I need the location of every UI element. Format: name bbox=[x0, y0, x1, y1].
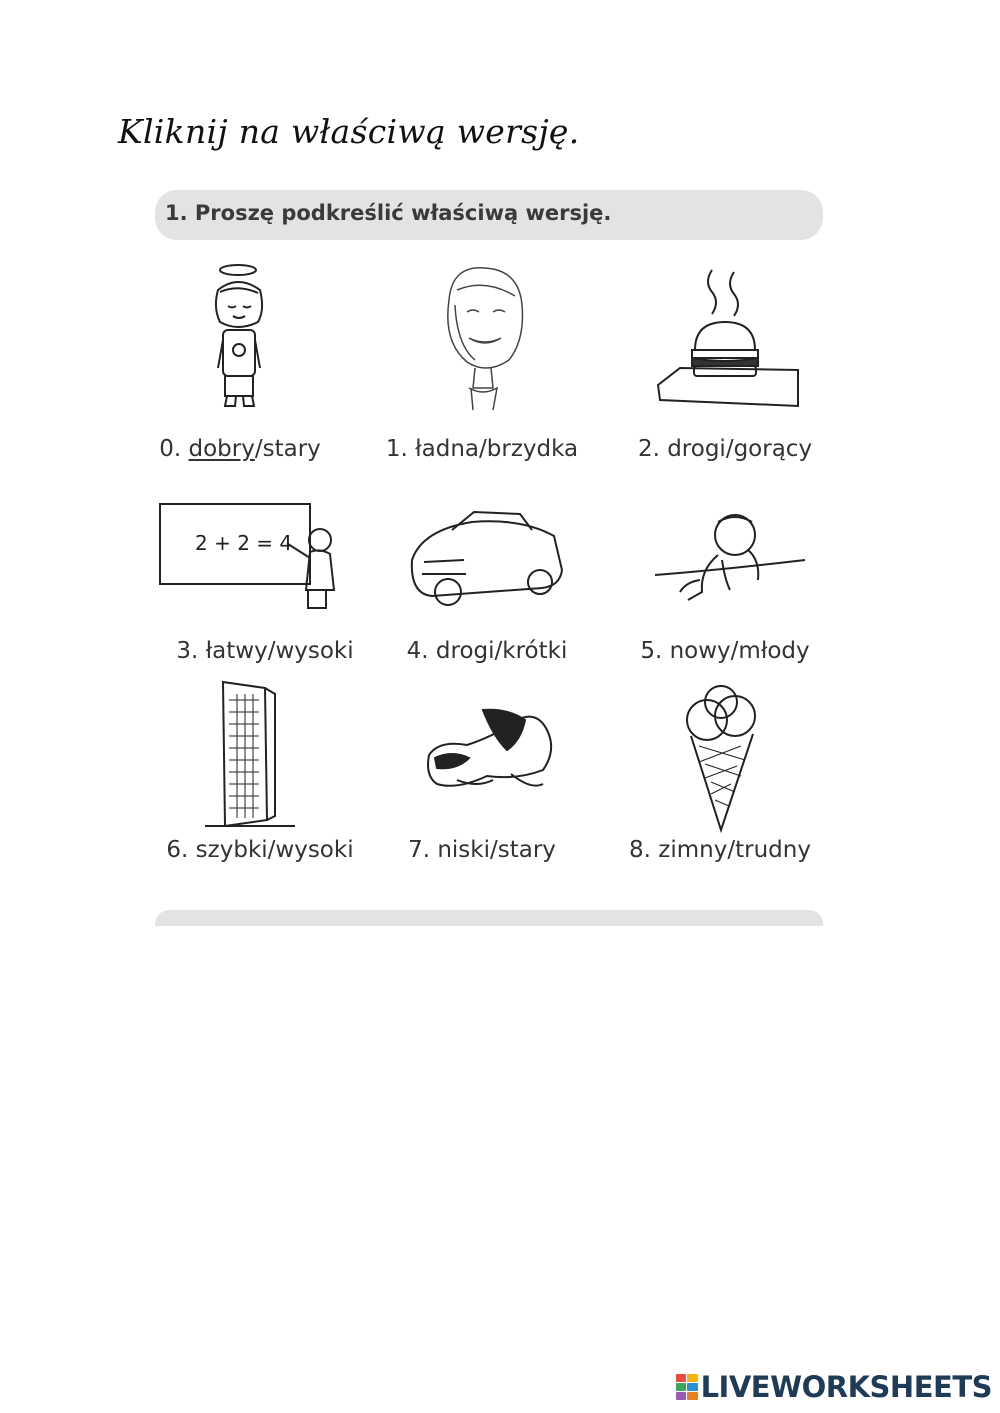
footer-brand-text: LIVEWORKSHEETS bbox=[700, 1370, 992, 1404]
item-caption: 7. niski/stary bbox=[408, 837, 556, 863]
item-caption: 1. ładna/brzydka bbox=[385, 436, 579, 462]
option-a[interactable]: drogi bbox=[667, 436, 726, 462]
exercise-item-8 bbox=[595, 680, 845, 880]
option-b[interactable]: stary bbox=[262, 436, 321, 462]
exercise-item-7 bbox=[357, 680, 607, 880]
item-number: 0. bbox=[159, 436, 182, 462]
exercise-item-6 bbox=[135, 680, 385, 880]
item-caption: 6. szybki/wysoki bbox=[166, 837, 354, 863]
sports-car-icon bbox=[362, 500, 612, 655]
page-heading: Kliknij na właściwą wersję. bbox=[118, 112, 580, 151]
item-caption: 5. nowy/młody bbox=[640, 638, 810, 664]
option-b[interactable]: wysoki bbox=[275, 837, 354, 863]
exercise-title: 1. Proszę podkreślić właściwą wersję. bbox=[165, 201, 612, 225]
option-a[interactable]: drogi bbox=[435, 638, 495, 664]
option-b[interactable]: brzydka bbox=[486, 436, 579, 462]
exercise-item-5 bbox=[600, 500, 850, 700]
item-number: 7. bbox=[408, 837, 431, 863]
item-caption: 8. zimny/trudny bbox=[629, 837, 811, 863]
blackboard-math-icon bbox=[140, 500, 390, 655]
item-caption: 0. dobry/stary bbox=[159, 436, 321, 462]
option-a[interactable]: dobry bbox=[188, 436, 255, 462]
option-b[interactable]: wysoki bbox=[275, 638, 354, 664]
exercise-item-4 bbox=[362, 500, 612, 700]
item-number: 2. bbox=[637, 436, 660, 462]
old-shoe-icon bbox=[357, 680, 607, 835]
item-number: 1. bbox=[385, 436, 408, 462]
liveworksheets-logo-icon bbox=[676, 1374, 698, 1400]
exercise-item-0 bbox=[115, 260, 365, 460]
item-number: 8. bbox=[629, 837, 651, 863]
item-number: 3. bbox=[176, 638, 199, 664]
exercise-item-2 bbox=[600, 260, 850, 460]
option-a[interactable]: niski bbox=[437, 837, 490, 863]
item-caption: 4. drogi/krótki bbox=[406, 638, 568, 664]
option-a[interactable]: ładna bbox=[415, 436, 480, 462]
option-b[interactable]: stary bbox=[497, 837, 556, 863]
option-b[interactable]: gorący bbox=[733, 436, 813, 462]
exercise-banner bbox=[155, 190, 823, 240]
option-b[interactable]: trudny bbox=[735, 837, 811, 863]
woman-portrait-icon bbox=[357, 260, 607, 415]
item-caption: 3. łatwy/wysoki bbox=[176, 638, 354, 664]
item-number: 6. bbox=[166, 837, 189, 863]
ice-cream-icon bbox=[595, 680, 845, 835]
item-caption: 2. drogi/gorący bbox=[637, 436, 813, 462]
option-b[interactable]: młody bbox=[738, 638, 810, 664]
option-b[interactable]: krótki bbox=[502, 638, 568, 664]
item-number: 5. bbox=[640, 638, 663, 664]
crawling-baby-icon bbox=[600, 500, 850, 655]
exercise-item-3 bbox=[140, 500, 390, 700]
footer-brand bbox=[676, 1367, 992, 1407]
option-a[interactable]: nowy bbox=[669, 638, 731, 664]
angel-boy-icon bbox=[115, 260, 365, 415]
exercise-bottom-bar bbox=[155, 910, 823, 926]
option-a[interactable]: szybki bbox=[195, 837, 268, 863]
item-number: 4. bbox=[406, 638, 429, 664]
hot-burger-icon bbox=[600, 260, 850, 415]
option-a[interactable]: zimny bbox=[658, 837, 728, 863]
svg-text:2 + 2 = 4: 2 + 2 = 4 bbox=[195, 531, 293, 555]
exercise-item-1 bbox=[357, 260, 607, 460]
option-a[interactable]: łatwy bbox=[205, 638, 268, 664]
tall-building-icon bbox=[135, 680, 385, 835]
